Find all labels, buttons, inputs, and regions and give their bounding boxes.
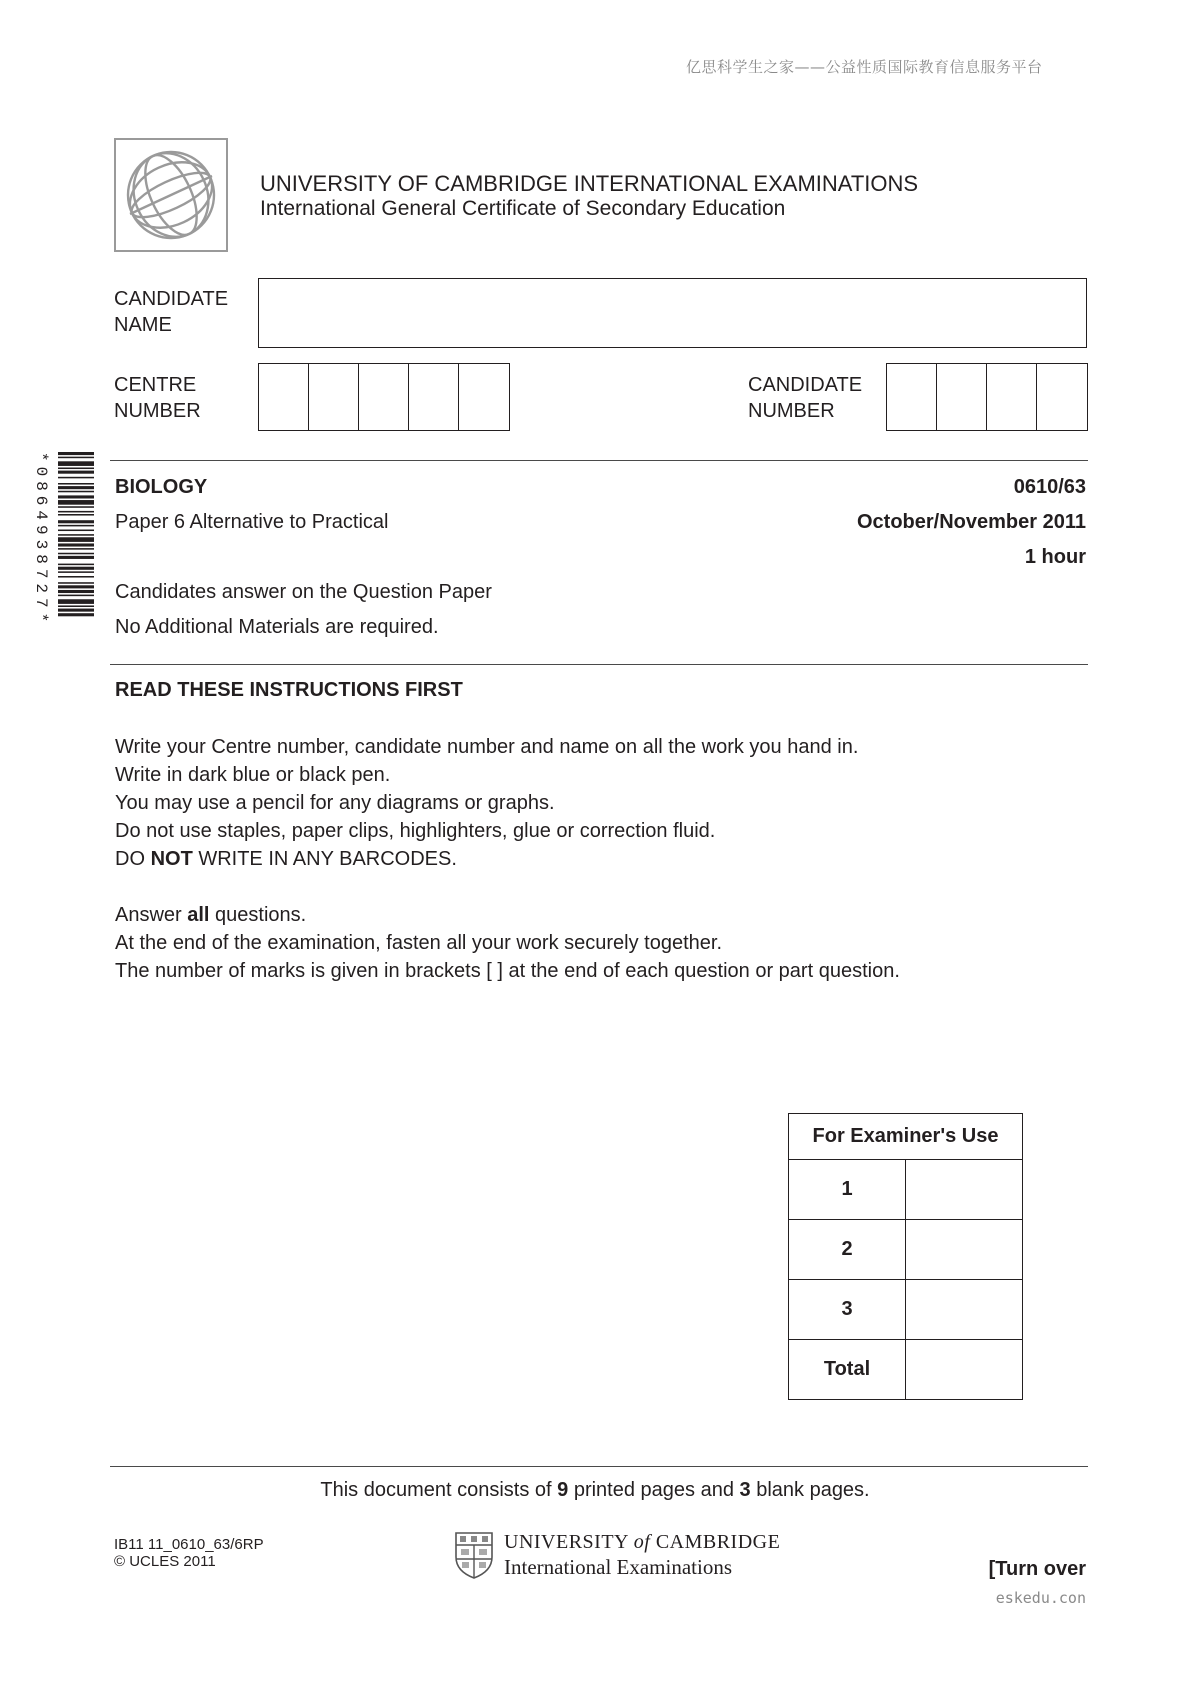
bottom-watermark: eskedu.con [995, 1589, 1086, 1607]
candidate-number-field[interactable] [886, 363, 1088, 431]
divider [110, 1466, 1088, 1467]
barcode-bar [58, 500, 94, 505]
university-title: UNIVERSITY OF CAMBRIDGE INTERNATIONAL EXAMINATIONS [260, 171, 919, 196]
page-count-text: blank pages. [750, 1479, 870, 1501]
centre-digit-box[interactable] [259, 364, 309, 430]
barcode-bar [58, 571, 94, 573]
barcode-bar [58, 576, 94, 578]
blank-pages-count: 3 [739, 1479, 751, 1501]
barcode-bar [58, 609, 94, 612]
turn-over: [Turn over [988, 1558, 1086, 1580]
instructions-block-2 [115, 901, 900, 985]
globe-icon [116, 140, 226, 250]
centre-digit-box[interactable] [309, 364, 359, 430]
barcode-bar [58, 530, 94, 532]
centre-number-label [114, 372, 201, 424]
instructions-block-1 [115, 733, 858, 873]
barcode-bar [58, 537, 94, 542]
candidate-number-label-line2: NUMBER [748, 400, 835, 422]
question-number: 1 [789, 1160, 906, 1220]
barcode-bar [58, 514, 94, 516]
instruction-line: The number of marks is given in brackets [ ] at the end of each question or part question. [115, 960, 900, 982]
barcode [58, 452, 94, 678]
candidate-name-label-line1: CANDIDATE [114, 288, 229, 310]
certificate-title: International General Certificate of Secondary Education [260, 197, 786, 220]
centre-digit-box[interactable] [459, 364, 509, 430]
candidate-digit-box[interactable] [987, 364, 1037, 430]
question-number: 3 [789, 1280, 906, 1340]
instruction-line: Do not use staples, paper clips, highlighters, glue or correction fluid. [115, 820, 716, 842]
barcode-bar [58, 491, 94, 493]
subject: BIOLOGY [115, 476, 208, 498]
top-watermark: 亿思科学生之家——公益性质国际教育信息服务平台 [686, 58, 1043, 76]
barcode-bar [58, 525, 94, 527]
barcode-bar [58, 543, 94, 546]
instructions-heading: READ THESE INSTRUCTIONS FIRST [115, 679, 463, 701]
candidate-name-label [114, 286, 228, 338]
cambridge-wordmark-line2: International Examinations [504, 1555, 733, 1579]
barcode-bar [58, 590, 94, 593]
instruction-text: DO [115, 848, 151, 870]
barcode-bar [58, 567, 94, 570]
barcode-bar [58, 461, 94, 466]
centre-number-label-line1: CENTRE [114, 374, 197, 396]
centre-digit-box[interactable] [359, 364, 409, 430]
candidate-digit-box[interactable] [1037, 364, 1087, 430]
barcode-bar [58, 452, 94, 455]
page-count-text: printed pages and [568, 1479, 740, 1501]
instruction-text: questions. [209, 904, 307, 926]
candidate-name-field[interactable] [258, 278, 1087, 348]
exam-duration: 1 hour [1024, 546, 1086, 568]
mark-cell [906, 1160, 1023, 1220]
barcode-bar [58, 564, 94, 566]
paper-reference [114, 1536, 264, 1570]
instruction-line: At the end of the examination, fasten all your work securely together. [115, 932, 723, 954]
materials-line1: Candidates answer on the Question Paper [115, 581, 492, 603]
divider [110, 664, 1088, 665]
instruction-line: Write in dark blue or black pen. [115, 764, 391, 786]
candidate-number-label-line1: CANDIDATE [748, 374, 863, 396]
instruction-text: Answer [115, 904, 188, 926]
divider [110, 460, 1088, 461]
total-mark-cell [906, 1340, 1023, 1400]
page-count-note [0, 1479, 1190, 1502]
instruction-line [115, 901, 900, 929]
barcode-bar [58, 556, 94, 559]
instruction-line [115, 845, 858, 873]
cambridge-wordmark [504, 1531, 780, 1554]
barcode-bar [58, 483, 94, 485]
materials-line2: No Additional Materials are required. [115, 616, 439, 638]
examiner-table-header: For Examiner's Use [789, 1114, 1023, 1160]
instruction-line: You may use a pencil for any diagrams or graphs. [115, 792, 555, 814]
barcode-bar [58, 520, 94, 523]
examiner-use-table [788, 1113, 1023, 1400]
barcode-bar [58, 468, 94, 470]
mark-cell [906, 1220, 1023, 1280]
barcode-number: *0864938727* [32, 452, 50, 628]
barcode-bar [58, 477, 94, 479]
barcode-bar [58, 471, 94, 474]
centre-digit-box[interactable] [409, 364, 459, 430]
exam-session: October/November 2011 [857, 511, 1086, 533]
instruction-emphasis: all [187, 904, 210, 926]
question-number: 2 [789, 1220, 906, 1280]
mark-cell [906, 1280, 1023, 1340]
barcode-bar [58, 585, 94, 588]
reference-code: IB11 11_0610_63/6RP [114, 1536, 264, 1553]
instruction-text: WRITE IN ANY BARCODES. [192, 848, 457, 870]
candidate-name-label-line2: NAME [114, 314, 172, 336]
instruction-line: Write your Centre number, candidate number and name on all the work you hand in. [115, 736, 859, 758]
barcode-bar [58, 605, 94, 607]
barcode-bar [58, 486, 94, 489]
wordmark-cambridge: CAMBRIDGE [655, 1531, 781, 1553]
centre-number-label-line2: NUMBER [114, 400, 201, 422]
paper-title: Paper 6 Alternative to Practical [115, 511, 389, 533]
candidate-digit-box[interactable] [887, 364, 937, 430]
barcode-bar [58, 511, 94, 513]
copyright: © UCLES 2011 [114, 1553, 216, 1570]
barcode-bar [58, 595, 94, 597]
barcode-bar [58, 457, 94, 459]
barcode-bar [58, 534, 94, 536]
candidate-digit-box[interactable] [937, 364, 987, 430]
barcode-bar [58, 506, 94, 508]
cambridge-crest-icon [454, 1531, 494, 1579]
page-count-text: This document consists of [320, 1479, 558, 1501]
barcode-bar [58, 495, 94, 498]
paper-code: 0610/63 [1013, 476, 1086, 498]
barcode-bar [58, 582, 94, 584]
printed-pages-count: 9 [557, 1479, 569, 1501]
barcode-bar [58, 553, 94, 555]
globe-logo [114, 138, 228, 252]
instruction-emphasis: NOT [150, 848, 193, 870]
wordmark-university: UNIVERSITY [504, 1531, 629, 1553]
barcode-bar [58, 599, 94, 604]
barcode-bar [58, 548, 94, 550]
candidate-number-label [748, 372, 862, 424]
wordmark-of: of [633, 1531, 651, 1553]
barcode-bar [58, 613, 94, 616]
total-label: Total [789, 1340, 906, 1400]
centre-number-field[interactable] [258, 363, 510, 431]
